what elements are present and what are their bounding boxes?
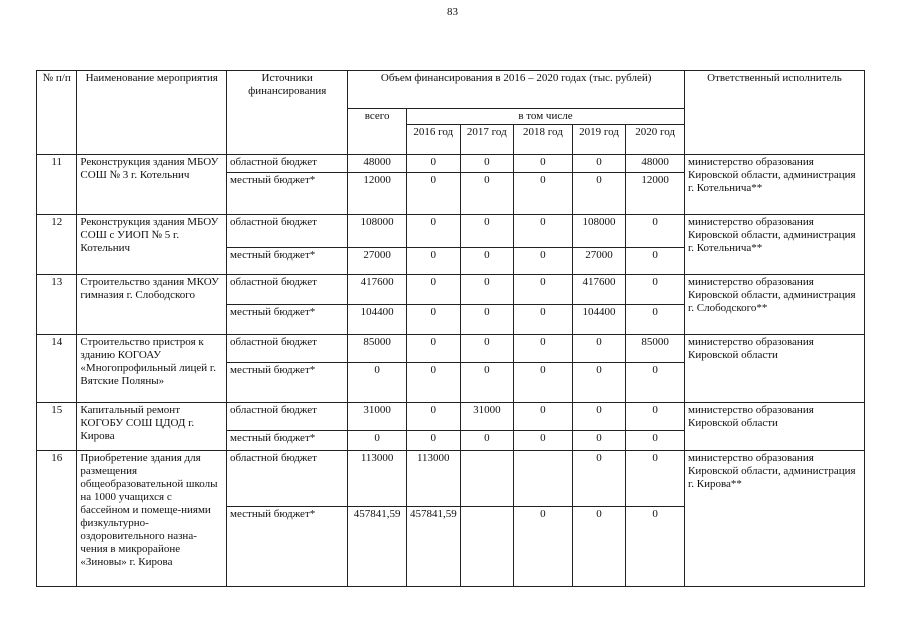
row-responsible: министерство образования Кировской области, администрация г. Котельнича**	[684, 215, 864, 275]
value-total: 31000	[348, 403, 407, 431]
value-y2020: 0	[626, 248, 685, 275]
value-y2017: 0	[460, 335, 514, 363]
header-num: № п/п	[37, 71, 77, 155]
header-including: в том числе	[406, 109, 684, 125]
value-y2019: 417600	[572, 275, 626, 305]
row-num: 13	[37, 275, 77, 335]
table-row	[37, 451, 865, 507]
row-name: Приобретение здания для размещения общеобразовательной школы на 1000 учащихся с бассейном и помеще-ниями физкультурно-оздоровительного назна-чения в микрорайоне «Зиновы» г. Кирова	[77, 451, 227, 587]
row-responsible: министерство образования Кировской области, администрация г. Кирова**	[684, 451, 864, 587]
value-y2018: 0	[514, 248, 573, 275]
row-name: Строительство пристроя к зданию КОГОАУ «Многопрофильный лицей г. Вятские Поляны»	[77, 335, 227, 403]
value-y2016: 0	[406, 248, 460, 275]
source-label: областной бюджет	[227, 451, 348, 507]
value-y2020: 0	[626, 403, 685, 431]
value-total: 48000	[348, 155, 407, 173]
row-name: Реконструкция здания МБОУ СОШ № 3 г. Котельнич	[77, 155, 227, 215]
table-row	[37, 275, 865, 305]
row-name: Реконструкция здания МБОУ СОШ с УИОП № 5 г. Котельнич	[77, 215, 227, 275]
value-y2017: 0	[460, 305, 514, 335]
value-y2019: 104400	[572, 305, 626, 335]
table-row	[37, 215, 865, 248]
value-total: 0	[348, 431, 407, 451]
value-y2019: 0	[572, 507, 626, 587]
table-row	[37, 403, 865, 431]
header-name: Наименование мероприятия	[77, 71, 227, 155]
header-year-2016: 2016 год	[406, 125, 460, 155]
value-y2017: 0	[460, 431, 514, 451]
value-y2019: 27000	[572, 248, 626, 275]
row-num: 11	[37, 155, 77, 215]
value-y2019: 0	[572, 335, 626, 363]
value-y2016: 0	[406, 363, 460, 403]
financing-table	[36, 70, 865, 587]
source-label: местный бюджет*	[227, 431, 348, 451]
row-name: Строительство здания МКОУ гимназия г. Слободского	[77, 275, 227, 335]
row-responsible: министерство образования Кировской области, администрация г. Котельнича**	[684, 155, 864, 215]
value-y2020: 0	[626, 431, 685, 451]
header-volume: Объем финансирования в 2016 – 2020 годах (тыс. рублей)	[348, 71, 685, 109]
header-source: Источники финансирования	[227, 71, 348, 155]
header-year-2018: 2018 год	[514, 125, 573, 155]
source-label: местный бюджет*	[227, 507, 348, 587]
value-total: 85000	[348, 335, 407, 363]
value-y2019: 0	[572, 431, 626, 451]
row-name: Капитальный ремонт КОГОБУ СОШ ЦДОД г. Кирова	[77, 403, 227, 451]
value-y2018: 0	[514, 403, 573, 431]
row-responsible: министерство образования Кировской области	[684, 403, 864, 451]
value-total: 27000	[348, 248, 407, 275]
value-y2020: 0	[626, 363, 685, 403]
value-total: 12000	[348, 173, 407, 215]
value-y2017: 0	[460, 275, 514, 305]
value-y2020: 0	[626, 451, 685, 507]
table-row	[37, 155, 865, 173]
value-y2018	[514, 451, 573, 507]
value-y2016: 0	[406, 215, 460, 248]
value-y2016: 0	[406, 173, 460, 215]
value-y2019: 108000	[572, 215, 626, 248]
value-y2020: 0	[626, 507, 685, 587]
value-total: 113000	[348, 451, 407, 507]
value-y2017: 0	[460, 215, 514, 248]
value-y2018: 0	[514, 507, 573, 587]
value-y2016: 457841,59	[406, 507, 460, 587]
row-responsible: министерство образования Кировской области, администрация г. Слободского**	[684, 275, 864, 335]
source-label: областной бюджет	[227, 275, 348, 305]
header-year-2019: 2019 год	[572, 125, 626, 155]
value-y2018: 0	[514, 363, 573, 403]
value-y2018: 0	[514, 431, 573, 451]
value-y2016: 0	[406, 305, 460, 335]
value-y2017: 0	[460, 155, 514, 173]
value-y2018: 0	[514, 305, 573, 335]
source-label: областной бюджет	[227, 403, 348, 431]
value-y2017: 31000	[460, 403, 514, 431]
value-y2020: 48000	[626, 155, 685, 173]
value-y2016: 0	[406, 335, 460, 363]
value-y2019: 0	[572, 363, 626, 403]
header-total: всего	[348, 109, 407, 155]
value-y2016: 0	[406, 403, 460, 431]
value-y2016: 0	[406, 275, 460, 305]
header-year-2017: 2017 год	[460, 125, 514, 155]
row-num: 16	[37, 451, 77, 587]
value-y2020: 0	[626, 305, 685, 335]
value-y2018: 0	[514, 335, 573, 363]
value-y2020: 0	[626, 215, 685, 248]
value-y2018: 0	[514, 173, 573, 215]
value-y2017: 0	[460, 173, 514, 215]
value-y2018: 0	[514, 155, 573, 173]
source-label: областной бюджет	[227, 155, 348, 173]
value-y2017	[460, 451, 514, 507]
table-body	[37, 155, 865, 587]
row-num: 12	[37, 215, 77, 275]
source-label: местный бюджет*	[227, 363, 348, 403]
header-year-2020: 2020 год	[626, 125, 685, 155]
table-row	[37, 335, 865, 363]
row-num: 14	[37, 335, 77, 403]
source-label: местный бюджет*	[227, 248, 348, 275]
value-y2019: 0	[572, 451, 626, 507]
row-responsible: министерство образования Кировской области	[684, 335, 864, 403]
value-total: 104400	[348, 305, 407, 335]
value-y2016: 113000	[406, 451, 460, 507]
source-label: местный бюджет*	[227, 173, 348, 215]
value-y2020: 12000	[626, 173, 685, 215]
row-num: 15	[37, 403, 77, 451]
value-y2017: 0	[460, 248, 514, 275]
value-total: 457841,59	[348, 507, 407, 587]
value-total: 417600	[348, 275, 407, 305]
value-y2016: 0	[406, 155, 460, 173]
source-label: областной бюджет	[227, 335, 348, 363]
value-y2019: 0	[572, 403, 626, 431]
source-label: областной бюджет	[227, 215, 348, 248]
value-total: 0	[348, 363, 407, 403]
header-responsible: Ответственный исполнитель	[684, 71, 864, 155]
value-y2016: 0	[406, 431, 460, 451]
value-y2020: 0	[626, 275, 685, 305]
page-number: 83	[447, 6, 458, 18]
value-total: 108000	[348, 215, 407, 248]
value-y2017	[460, 507, 514, 587]
source-label: местный бюджет*	[227, 305, 348, 335]
value-y2019: 0	[572, 155, 626, 173]
value-y2018: 0	[514, 215, 573, 248]
value-y2020: 85000	[626, 335, 685, 363]
value-y2019: 0	[572, 173, 626, 215]
value-y2018: 0	[514, 275, 573, 305]
value-y2017: 0	[460, 363, 514, 403]
